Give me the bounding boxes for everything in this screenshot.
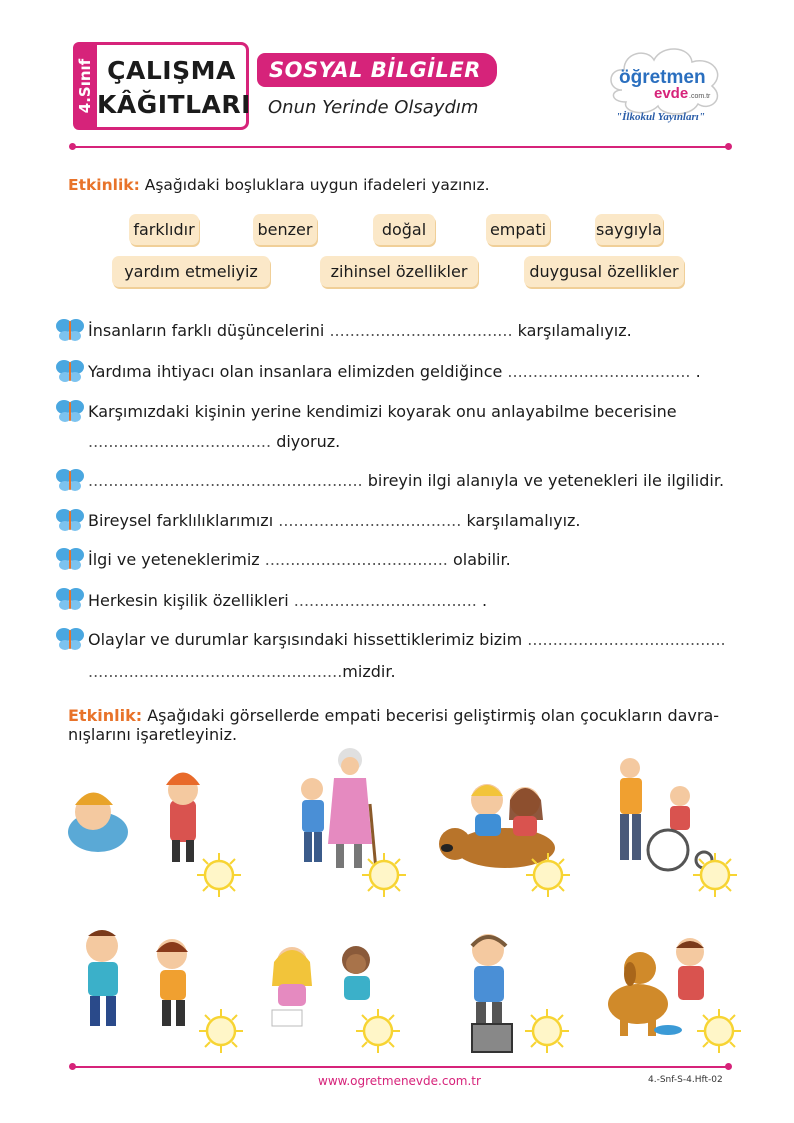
word-chip: farklıdır xyxy=(129,214,199,245)
footer-divider xyxy=(73,1066,728,1068)
butterfly-icon xyxy=(55,547,85,571)
word-chip: yardım etmeliyiz xyxy=(112,256,270,287)
answer-blank[interactable]: .................................... xyxy=(278,511,462,530)
word-chip: duygusal özellikler xyxy=(524,256,684,287)
sentence-line: ..................................................mizdir. xyxy=(88,662,396,681)
butterfly-icon xyxy=(55,627,85,651)
word-chip: empati xyxy=(486,214,550,245)
logo-domain: .com.tr xyxy=(689,93,711,100)
sentence-line: ...................................................... bireyin ilgi alanıyla ve yetenekleri ile ilgilidir. xyxy=(88,471,725,490)
activity-2-instruction xyxy=(68,706,728,744)
word-chip: doğal xyxy=(373,214,435,245)
logo-tagline: "İlkokul Yayınları" xyxy=(616,111,705,123)
butterfly-icon xyxy=(55,508,85,532)
sentence-line: Yardıma ihtiyacı olan insanlara elimizden geldiğince .................................... . xyxy=(88,362,701,381)
sun-checkbox[interactable] xyxy=(361,852,407,898)
sun-checkbox[interactable] xyxy=(196,852,242,898)
arguing-children-illustration xyxy=(66,924,206,1034)
activity-1-instruction xyxy=(68,176,490,194)
sentence-line: Herkesin kişilik özellikleri .................................... . xyxy=(88,591,488,610)
sentence-line: İlgi ve yeteneklerimiz .................................... olabilir. xyxy=(88,550,511,569)
word-chip: saygıyla xyxy=(595,214,663,245)
butterfly-icon xyxy=(55,468,85,492)
children-winter-illustration xyxy=(58,760,218,870)
activity-2-label: Etkinlik: xyxy=(68,706,143,725)
sentence-line: .................................... diyoruz. xyxy=(88,432,341,451)
grade-label: 4.Sınıf xyxy=(76,58,94,114)
butterfly-icon xyxy=(55,318,85,342)
sun-checkbox[interactable] xyxy=(524,1008,570,1054)
activity-2-text-1: Aşağıdaki görsellerde empati becerisi geliştirmiş olan çocukların davra- xyxy=(147,706,720,725)
answer-blank[interactable]: .................................................. xyxy=(88,662,343,681)
subject-banner: SOSYAL BİLGİLER xyxy=(257,53,497,87)
activity-1-label: Etkinlik: xyxy=(68,176,140,194)
sentence-line: Karşımızdaki kişinin yerine kendimizi koyarak onu anlayabilme becerisine xyxy=(88,402,677,421)
butterfly-icon xyxy=(55,399,85,423)
answer-blank[interactable]: .................................... xyxy=(88,432,272,451)
answer-blank[interactable]: .................................... xyxy=(293,591,477,610)
butterfly-icon xyxy=(55,359,85,383)
sentence-line: Bireysel farklılıklarımızı .................................... karşılamalıyız. xyxy=(88,511,581,530)
title-line-1: ÇALIŞMA xyxy=(107,56,236,85)
sun-checkbox[interactable] xyxy=(692,852,738,898)
answer-blank[interactable]: .................................... xyxy=(329,321,513,340)
answer-blank[interactable]: .................................... xyxy=(507,362,691,381)
logo-text: öğretmen xyxy=(619,67,706,88)
publisher-logo xyxy=(602,40,730,132)
answer-blank[interactable]: ...................................................... xyxy=(88,471,363,490)
title-line-2: KÂĞITLARI xyxy=(97,90,251,119)
activity-2-text-2: nışlarını işaretleyiniz. xyxy=(68,725,238,744)
page-subtitle: Onun Yerinde Olsaydım xyxy=(268,97,479,118)
worksheet-title xyxy=(97,42,249,130)
answer-blank[interactable]: ....................................... xyxy=(527,630,726,649)
footer-code: 4.-Snf-S-4.Hft-02 xyxy=(648,1075,723,1085)
sun-checkbox[interactable] xyxy=(696,1008,742,1054)
sentence-line: Olaylar ve durumlar karşısındaki hissettiklerimiz bizim ....................................... xyxy=(88,630,726,649)
sentence-line: İnsanların farklı düşüncelerini .................................... karşılamalıyız. xyxy=(88,321,632,340)
word-chip: zihinsel özellikler xyxy=(320,256,478,287)
sun-checkbox[interactable] xyxy=(525,852,571,898)
grade-tab xyxy=(73,42,97,130)
sun-checkbox[interactable] xyxy=(198,1008,244,1054)
answer-blank[interactable]: .................................... xyxy=(264,550,448,569)
logo-text-2: evde xyxy=(654,85,689,102)
sun-checkbox[interactable] xyxy=(355,1008,401,1054)
footer-url[interactable]: www.ogretmenevde.com.tr xyxy=(318,1074,481,1088)
word-chip: benzer xyxy=(253,214,317,245)
activity-1-text: Aşağıdaki boşluklara uygun ifadeleri yazınız. xyxy=(144,176,490,194)
butterfly-icon xyxy=(55,587,85,611)
header-divider xyxy=(73,146,728,148)
